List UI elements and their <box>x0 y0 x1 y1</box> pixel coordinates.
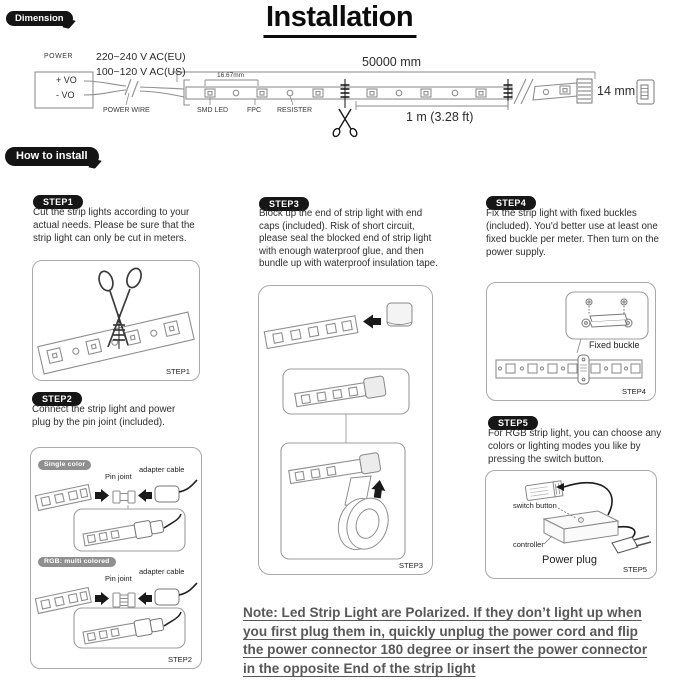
arrow-left-icon <box>363 315 381 329</box>
ac-us-label: 100~120 V AC(US) <box>96 66 186 78</box>
pitch-label: 16.67mm <box>217 72 245 79</box>
fpc-label: FPC <box>247 107 261 114</box>
total-length-label: 50000 mm <box>362 55 422 69</box>
step3-text: Block up the end of strip light with end caps (included). Risk of short circuit, please seal the blocked end of strip light with enough waterproof glue, and then bundle up with waterproof insulation tape. <box>259 208 438 270</box>
power-wire-label: POWER WIRE <box>103 107 150 114</box>
adapter-cable-2 <box>155 583 197 605</box>
step4-illustration <box>486 282 656 401</box>
cut-mark <box>341 79 513 108</box>
power-plug <box>612 536 651 553</box>
page-title: Installation <box>263 1 416 38</box>
arrow-left-icon <box>138 489 152 502</box>
how-to-install-badge: How to install <box>5 147 99 166</box>
step1-illustration <box>32 260 200 381</box>
step2-caption: STEP2 <box>167 655 192 664</box>
switch-button-dot <box>579 518 584 523</box>
note-line: the power connector 180 degree or insert the power connector <box>243 642 648 658</box>
note-line: in the opposite End of the strip light <box>243 660 476 676</box>
step2-illustration <box>30 447 202 669</box>
arrow-left-icon <box>138 592 152 605</box>
strip-dimension-diagram <box>0 48 679 153</box>
meter-label: 1 m (3.28 ft) <box>406 110 474 124</box>
step5-illustration <box>485 470 657 579</box>
controller-box <box>544 511 618 543</box>
step3-caption: STEP3 <box>398 561 423 570</box>
arrow-right-icon <box>95 592 109 605</box>
single-color-pill: Single color <box>38 460 91 470</box>
step4-caption: STEP4 <box>621 387 646 396</box>
buckle-detail <box>582 314 632 327</box>
pin-connector <box>637 80 654 104</box>
strip-connector <box>525 481 563 501</box>
end-cap <box>387 303 412 326</box>
note-line: Note: Led Strip Light are Polarized. If they don’t light up when <box>243 605 642 620</box>
smd-led-label: SMD LED <box>197 107 229 114</box>
strip-with-buckle <box>496 355 642 384</box>
controller-label: controller <box>513 540 544 549</box>
arrow-right-icon <box>95 489 109 502</box>
plus-vo-label: + VO <box>56 75 77 85</box>
pin-joint-label-1: Pin joint <box>105 472 132 481</box>
step1-drawing <box>33 261 199 380</box>
step3-badge: STEP3 <box>259 197 309 211</box>
power-label: POWER <box>44 53 73 60</box>
adapter-cable-label-2: adapter cable <box>139 567 185 576</box>
switch-button-label: switch button <box>513 501 557 510</box>
pin-joint-2pin <box>113 491 135 503</box>
scissors-icon <box>332 109 358 138</box>
step1-caption: STEP1 <box>165 367 190 376</box>
step1-badge: STEP1 <box>33 195 83 209</box>
ac-eu-label: 220~240 V AC(EU) <box>96 51 186 63</box>
adapter-cable-1 <box>155 480 197 502</box>
dimension-badge: Dimension <box>6 11 73 26</box>
step5-badge: STEP5 <box>488 416 538 430</box>
polarity-note <box>243 604 679 678</box>
step5-text: For RGB strip light, you can choose any colors or lighting modes you like by pressing the switch button. <box>488 428 662 465</box>
step3-illustration <box>258 285 433 575</box>
note-line: you first plug them in, quickly unplug the power cord and flip <box>243 623 638 639</box>
step2-badge: STEP2 <box>32 392 82 406</box>
pin-joint-label-2: Pin joint <box>105 574 132 583</box>
step3-drawing <box>259 286 432 574</box>
step2-text: Connect the strip light and power plug by the pin joint (included). <box>32 404 176 428</box>
power-plug-label: Power plug <box>542 554 598 566</box>
step1-text: Cut the strip lights according to your actual needs. Please be sure that the strip light can only be cut in meters. <box>33 207 195 244</box>
cut-mark <box>113 319 125 349</box>
step4-badge: STEP4 <box>486 196 536 210</box>
rgb-multi-pill: RGB: multi colored <box>38 557 116 567</box>
adapter-cable-label-1: adapter cable <box>139 465 185 474</box>
step2-drawing <box>31 448 201 668</box>
pin-joint-4pin <box>113 593 135 607</box>
step4-text: Fix the strip light with fixed buckles (included). You'd better use at least one fixed buckle per meter. Then turn on the power supply. <box>486 208 660 258</box>
step5-caption: STEP5 <box>622 565 647 574</box>
fixed-buckle-label: Fixed buckle <box>589 340 640 350</box>
width-label: 14 mm <box>597 84 636 98</box>
resister-label: RESISTER <box>277 107 313 114</box>
minus-vo-label: - VO <box>56 90 75 100</box>
